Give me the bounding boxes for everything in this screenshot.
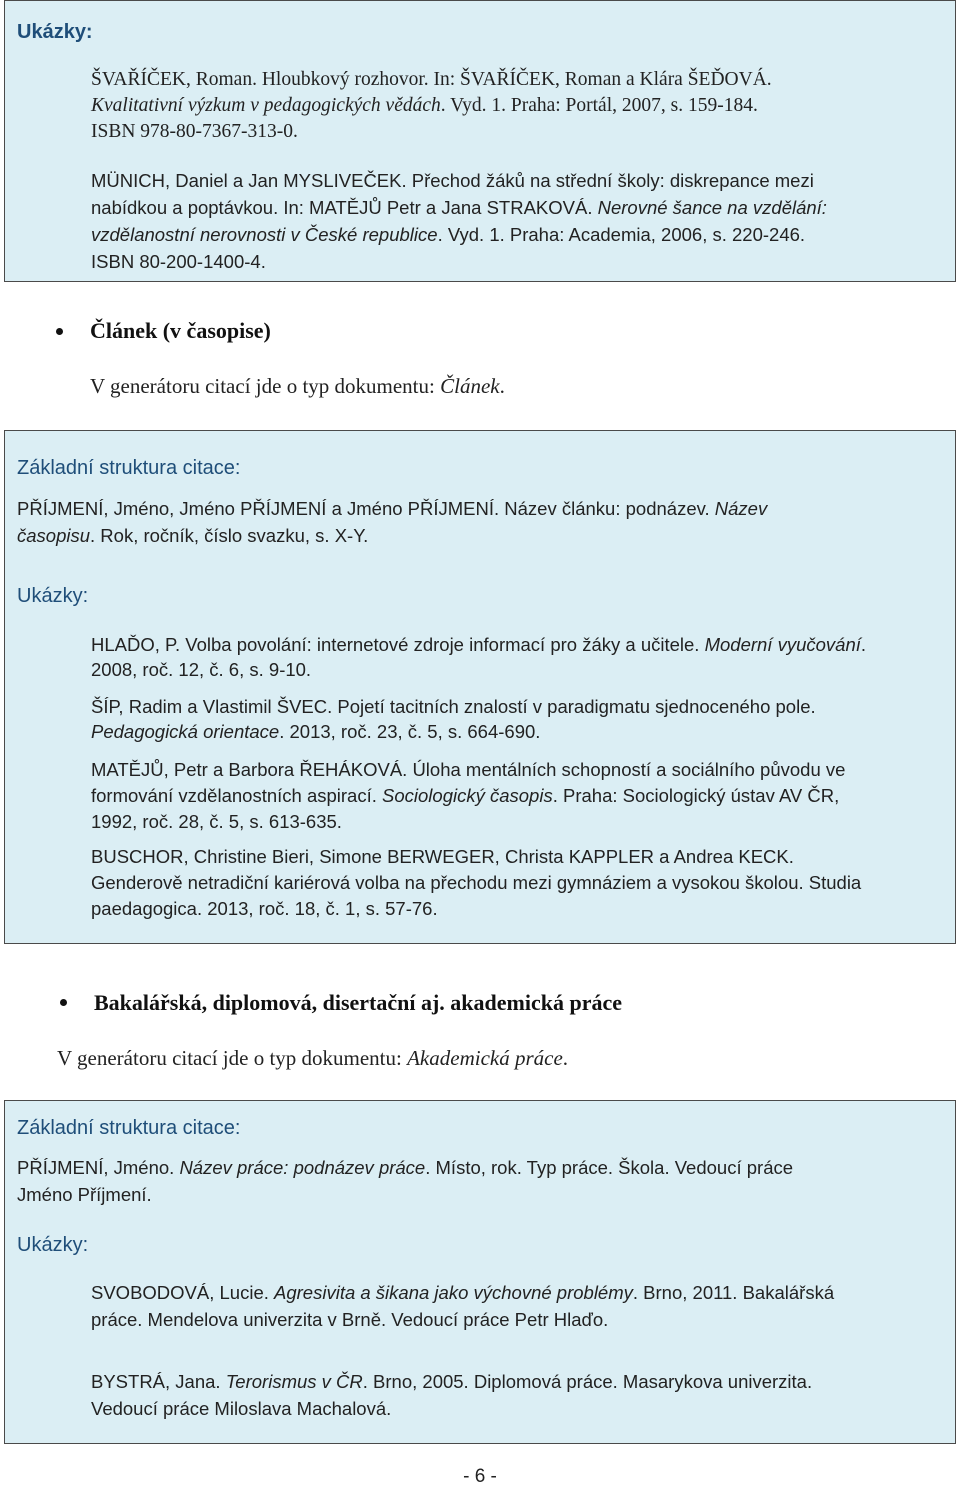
citation-line: MATĚJŮ, Petr a Barbora ŘEHÁKOVÁ. Úloha mentálních schopností a sociálního původu ve — [91, 759, 846, 780]
citation-entry — [91, 167, 951, 275]
citation-structure-box-thesis — [4, 1100, 956, 1444]
citation-line: formování vzdělanostních aspirací. Sociologický časopis. Praha: Sociologický ústav AV ČR, — [91, 785, 840, 806]
template-line: PŘÍJMENÍ, Jméno. Název práce: podnázev práce. Místo, rok. Typ práce. Škola. Vedoucí práce — [17, 1157, 794, 1178]
document-type-note: V generátoru citací jde o typ dokumentu: Akademická práce. — [57, 1046, 569, 1070]
citation-line: vzdělanostní nerovnosti v České republice. Vyd. 1. Praha: Academia, 2006, s. 220-246. — [91, 224, 806, 245]
structure-label: Základní struktura citace: — [17, 457, 241, 479]
section-heading-thesis: Bakalářská, diplomová, disertační aj. akademická práce — [94, 990, 623, 1015]
citation-entry — [91, 1279, 951, 1333]
citation-line: ISBN 80-200-1400-4. — [91, 251, 266, 272]
template-line: PŘÍJMENÍ, Jméno, Jméno PŘÍJMENÍ a Jméno PŘÍJMENÍ. Název článku: podnázev. Název — [17, 498, 768, 519]
citation-line: ŠÍP, Radim a Vlastimil ŠVEC. Pojetí tacitních znalostí v paradigmatu sjednoceného pole. — [91, 696, 816, 717]
section-heading-article: Článek (v časopise) — [90, 318, 271, 343]
citation-line: SVOBODOVÁ, Lucie. Agresivita a šikana jako výchovné problémy. Brno, 2011. Bakalářská — [91, 1282, 835, 1303]
page-number: - 6 - — [463, 1466, 497, 1487]
bullet-icon — [60, 999, 67, 1006]
citation-line: práce. Mendelova univerzita v Brně. Vedoucí práce Petr Hlaďo. — [91, 1309, 609, 1330]
examples-label: Ukázky: — [17, 21, 93, 43]
structure-template — [17, 495, 937, 549]
examples-label: Ukázky: — [17, 1234, 89, 1256]
template-line: Jméno Příjmení. — [17, 1184, 152, 1205]
citation-line: nabídkou a poptávkou. In: MATĚJŮ Petr a Jana STRAKOVÁ. Nerovné šance na vzdělání: — [91, 197, 827, 218]
citation-entry — [91, 844, 951, 922]
structure-label: Základní struktura citace: — [17, 1117, 241, 1139]
citation-line: Pedagogická orientace. 2013, roč. 23, č. 5, s. 664-690. — [91, 721, 541, 742]
citation-line: BYSTRÁ, Jana. Terorismus v ČR. Brno, 2005. Diplomová práce. Masarykova univerzita. — [91, 1371, 813, 1392]
citation-line: Vedoucí práce Miloslava Machalová. — [91, 1398, 392, 1419]
citation-line: 2008, roč. 12, č. 6, s. 9-10. — [91, 659, 312, 680]
citation-structure-box-article — [4, 430, 956, 944]
citation-line: ISBN 978-80-7367-313-0. — [91, 121, 298, 142]
citation-line: paedagogica. 2013, roč. 18, č. 1, s. 57-76. — [91, 898, 438, 919]
bullet-icon — [56, 328, 63, 335]
structure-template — [17, 1154, 937, 1208]
citation-line: ŠVAŘÍČEK, Roman. Hloubkový rozhovor. In: ŠVAŘÍČEK, Roman a Klára ŠEĎOVÁ. — [91, 69, 772, 90]
citation-entry — [91, 67, 941, 145]
examples-label: Ukázky: — [17, 585, 89, 607]
citation-entry — [91, 1368, 951, 1422]
citation-line: MÜNICH, Daniel a Jan MYSLIVEČEK. Přechod žáků na střední školy: diskrepance mezi — [91, 170, 814, 191]
citation-entry — [91, 694, 951, 744]
citation-line: Kvalitativní výzkum v pedagogických vědách. Vyd. 1. Praha: Portál, 2007, s. 159-184. — [91, 95, 758, 116]
document-type-note: V generátoru citací jde o typ dokumentu: Článek. — [90, 374, 505, 398]
citation-entry — [91, 632, 951, 682]
examples-box-1 — [4, 0, 956, 282]
citation-entry — [91, 757, 951, 835]
citation-line: HLAĎO, P. Volba povolání: internetové zdroje informací pro žáky a učitele. Moderní vyučování. — [91, 634, 867, 655]
template-line: časopisu. Rok, ročník, číslo svazku, s. X-Y. — [17, 525, 369, 546]
citation-line: BUSCHOR, Christine Bieri, Simone BERWEGER, Christa KAPPLER a Andrea KECK. — [91, 846, 794, 867]
citation-line: 1992, roč. 28, č. 5, s. 613-635. — [91, 811, 342, 832]
citation-line: Genderově netradiční kariérová volba na přechodu mezi gymnáziem a vysokou školou. Studia — [91, 872, 862, 893]
